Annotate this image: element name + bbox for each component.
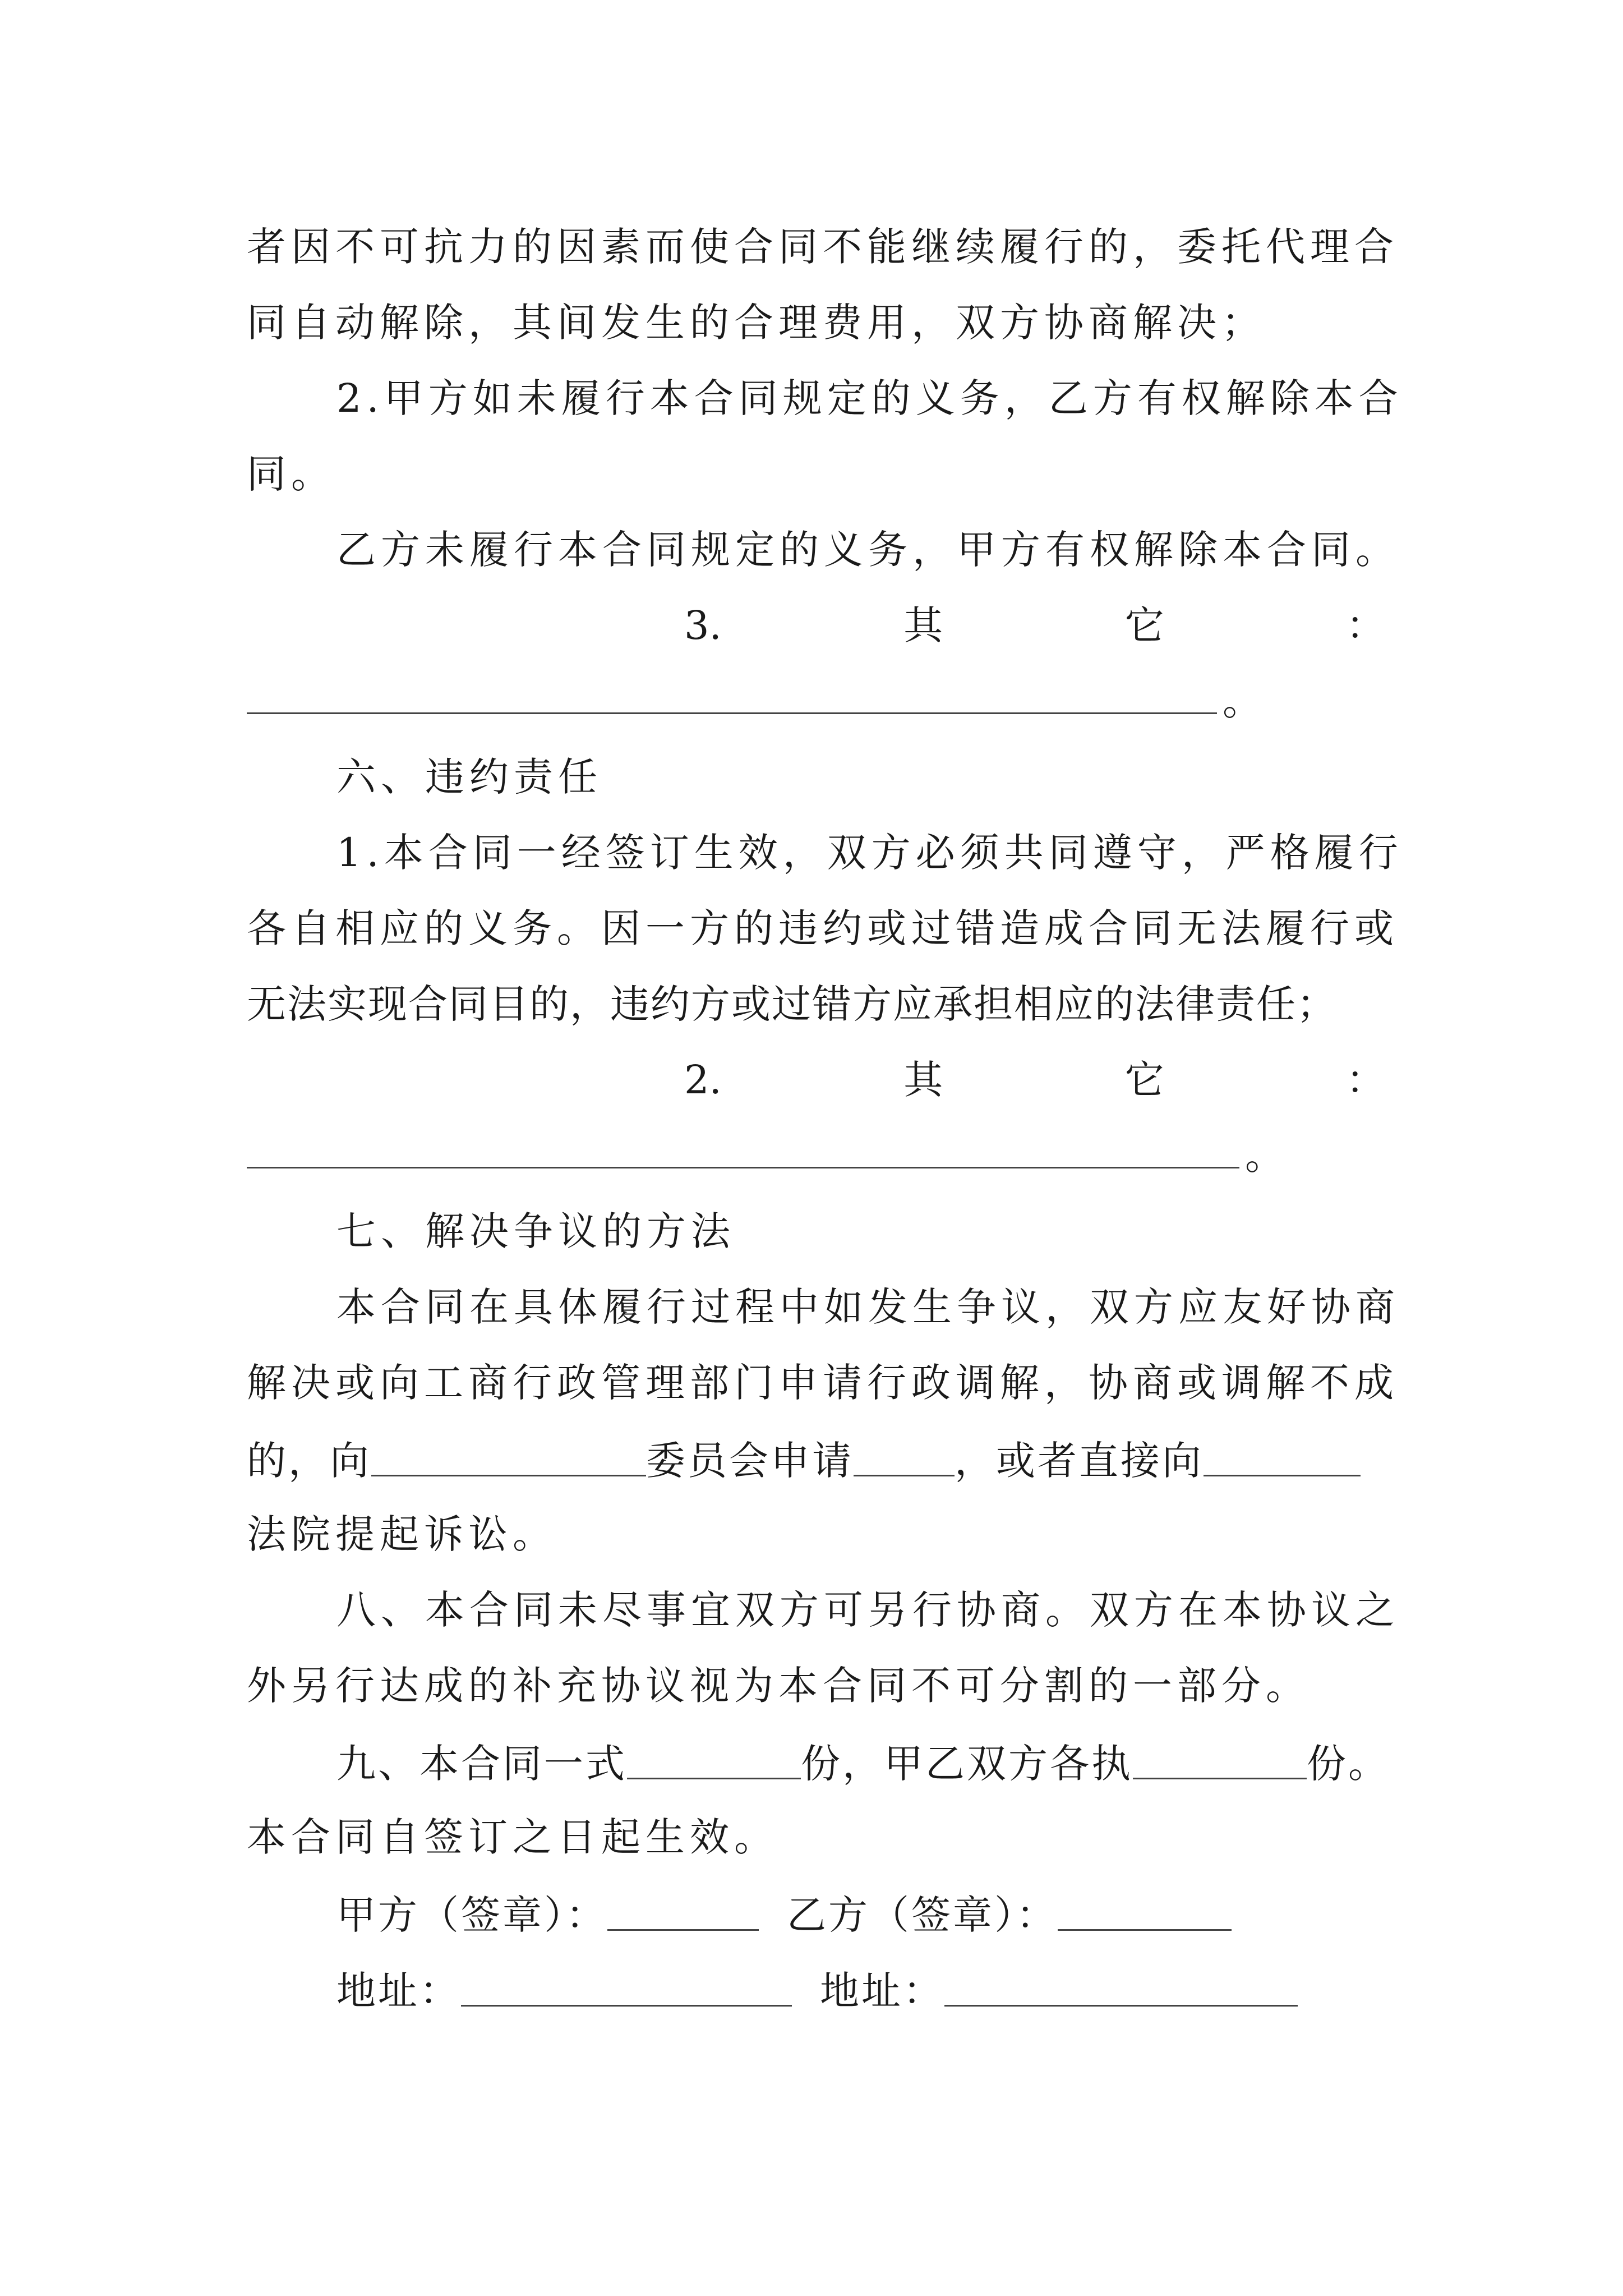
text-fragment: ，或者直接向: [955, 1438, 1204, 1484]
text-fragment: 委员会申请: [646, 1438, 854, 1484]
text-fragment: 九、本合同一式: [336, 1741, 627, 1787]
paragraph-line: 解决或向工商行政管理部门申请行政调解，协商或调解不成: [247, 1360, 1399, 1406]
line-end-mark: 。: [1245, 1133, 1284, 1179]
clause-word: 其: [903, 602, 943, 648]
party-a-signature-label: 甲方（签章）：: [336, 1892, 607, 1938]
section-heading-7: 七、解决争议的方法: [336, 1208, 735, 1254]
clause-word: 其: [903, 1057, 943, 1103]
party-b-signature-blank[interactable]: [1058, 1890, 1232, 1931]
paragraph-line: 外另行达成的补充协议视为本合同不可分割的一部分。: [247, 1663, 1310, 1709]
blank-line-other-2[interactable]: [247, 1167, 1239, 1168]
arbitration-committee-blank[interactable]: [371, 1435, 646, 1476]
clause-word: 它: [1124, 1057, 1164, 1103]
application-type-blank[interactable]: [854, 1435, 955, 1476]
signature-line: [336, 1888, 1385, 1940]
paragraph-line: 乙方未履行本合同规定的义务，甲方有权解除本合同。: [336, 527, 1400, 573]
party-a-address-label: 地址：: [336, 1968, 461, 2014]
court-name-blank[interactable]: [1204, 1435, 1361, 1476]
other-clause-3-heading: [247, 600, 1385, 651]
paragraph-line: 法院提起诉讼。: [247, 1511, 557, 1557]
paragraph-line: 同。: [247, 451, 335, 497]
clause-colon: ：: [1345, 1057, 1385, 1103]
clause-number: 3.: [684, 602, 722, 648]
paragraph-line: 本合同在具体履行过程中如发生争议，双方应友好协商: [336, 1284, 1400, 1330]
section-9-line: [336, 1736, 1390, 1789]
paragraph-line: 各自相应的义务。因一方的违约或过错造成合同无法履行或: [247, 905, 1399, 951]
paragraph-line: 同自动解除，其间发生的合理费用，双方协商解决；: [247, 300, 1266, 346]
paragraph-line: 本合同自签订之日起生效。: [247, 1814, 778, 1860]
paragraph-line: 者因不可抗力的因素而使合同不能继续履行的，委托代理合: [247, 224, 1399, 270]
copies-total-blank[interactable]: [627, 1738, 801, 1779]
section-8-line: 八、本合同未尽事宜双方可另行协商。双方在本协议之: [336, 1587, 1400, 1633]
text-fragment: 份，甲乙双方各执: [801, 1741, 1133, 1787]
paragraph-line: 1.本合同一经签订生效，双方必须共同遵守，严格履行: [336, 830, 1403, 876]
address-line: [336, 1963, 1385, 2016]
blank-line-other-3[interactable]: [247, 712, 1217, 714]
dispute-line: [247, 1433, 1385, 1486]
party-b-address-label: 地址：: [820, 1968, 944, 2014]
text-fragment: 份。: [1307, 1741, 1390, 1787]
party-a-signature-blank[interactable]: [607, 1890, 759, 1931]
clause-word: 它: [1124, 602, 1164, 648]
clause-number: 2.: [684, 1057, 722, 1103]
section-heading-6: 六、违约责任: [336, 754, 602, 800]
paragraph-line: 无法实现合同目的，违约方或过错方应承担相应的法律责任；: [247, 981, 1337, 1027]
text-fragment: 的，向: [247, 1438, 371, 1484]
copies-each-blank[interactable]: [1133, 1738, 1307, 1779]
line-end-mark: 。: [1223, 678, 1262, 724]
other-clause-2-heading: [247, 1055, 1385, 1105]
clause-colon: ：: [1345, 602, 1385, 648]
party-b-signature-label: 乙方（签章）：: [787, 1892, 1058, 1938]
party-b-address-blank[interactable]: [944, 1966, 1298, 2007]
clause-2-line: 2.甲方如未履行本合同规定的义务，乙方有权解除本合: [336, 375, 1403, 421]
party-a-address-blank[interactable]: [461, 1966, 792, 2007]
